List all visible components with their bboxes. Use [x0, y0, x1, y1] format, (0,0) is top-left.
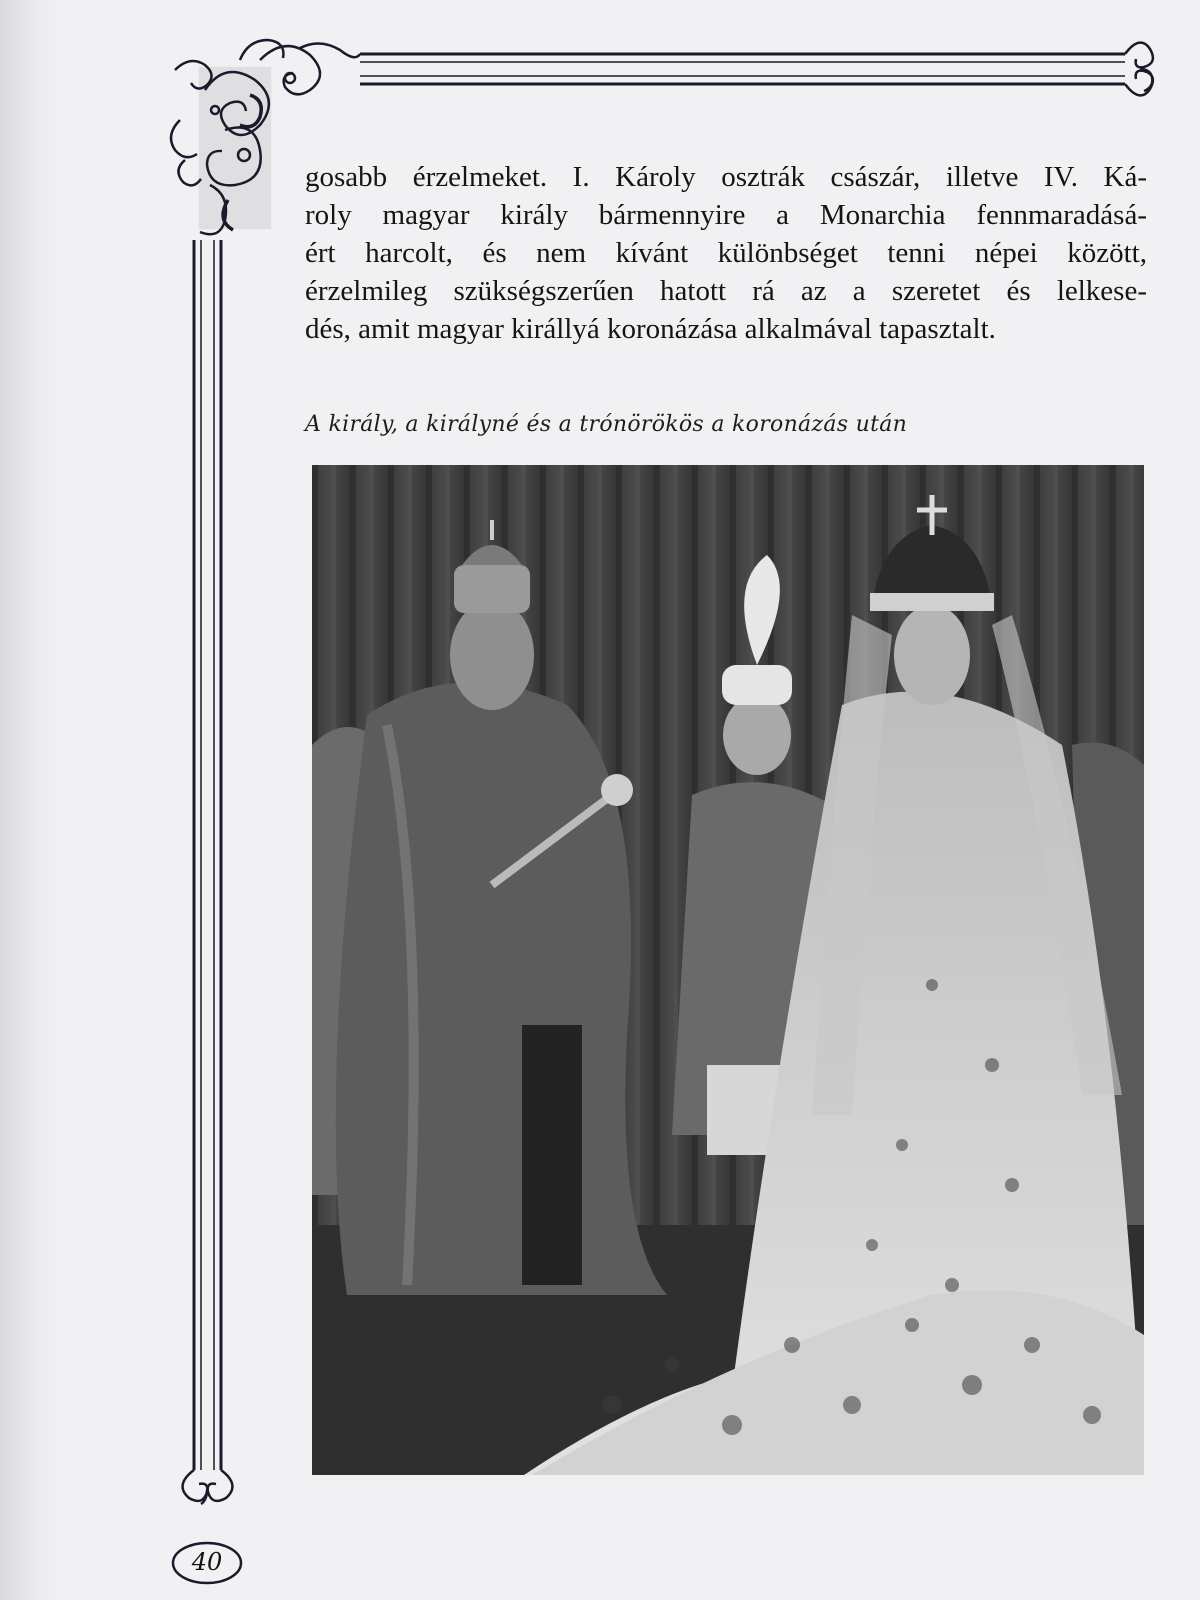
photo-caption: A király, a királyné és a trónörökös a koronázás után	[305, 412, 908, 437]
body-line: roly magyar király bármennyire a Monarchia fennmaradásá-	[305, 199, 1147, 231]
scroll-flourish-icon	[183, 1470, 233, 1504]
body-line: ért harcolt, és nem kívánt különbséget tenni népei között,	[305, 237, 1147, 269]
page-number: 40	[191, 1548, 223, 1576]
body-paragraph	[305, 158, 1147, 348]
body-line: gosabb érzelmeket. I. Károly osztrák császár, illetve IV. Ká-	[305, 161, 1147, 193]
scroll-flourish-icon	[1125, 43, 1153, 96]
coronation-photo	[312, 465, 1144, 1475]
body-line: érzelmileg szükségszerűen hatott rá az a szeretet és lelkese-	[305, 275, 1147, 307]
body-line: dés, amit magyar királlyá koronázása alkalmával tapasztalt.	[305, 313, 996, 345]
